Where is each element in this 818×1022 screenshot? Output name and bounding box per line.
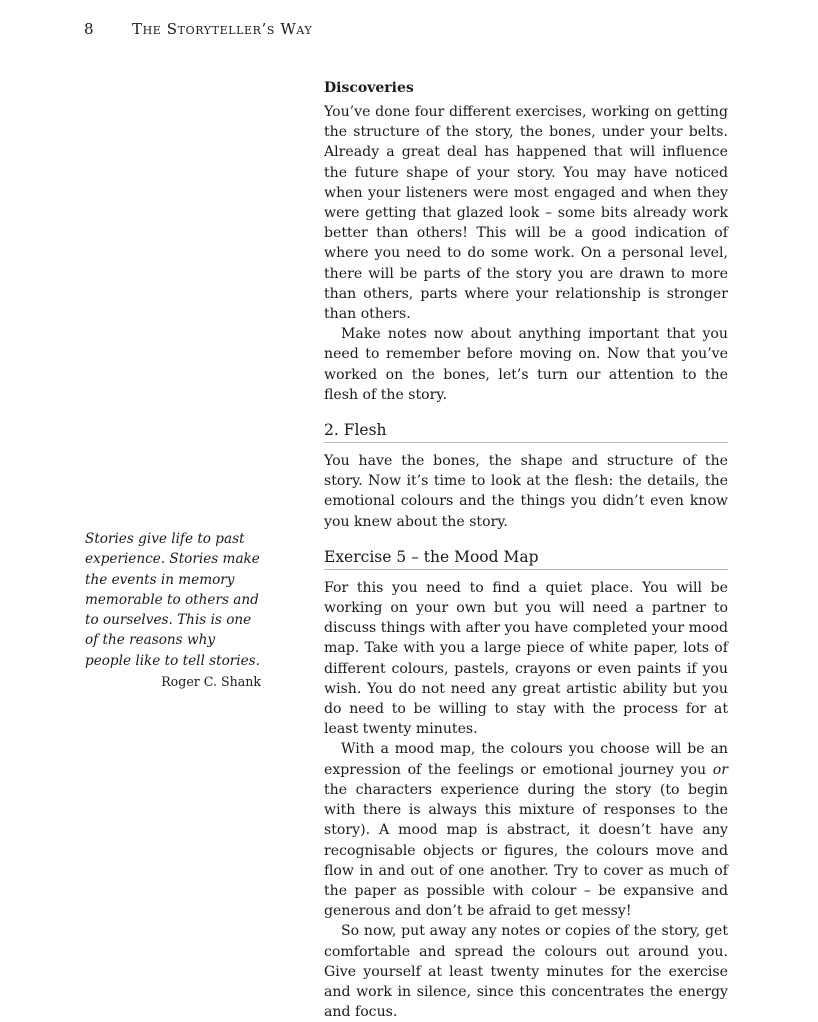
body-paragraph: You have the bones, the shape and structure of the story. Now it’s time to look at the flesh: the details, the emotional colours and the things you didn’t even know you knew about the story. (324, 453, 728, 530)
page-number: 8 (84, 20, 94, 38)
text-run: With a mood map, the colours you choose will be an expression of the feelings or emotional journey you (324, 741, 728, 778)
discoveries-heading: Discoveries (324, 80, 414, 96)
body-paragraph: So now, put away any notes or copies of the story, get comfortable and spread the colours out around you. Give yourself at least twenty minutes for the exercise and work in silence, since this concentrates the energy and focus. (324, 923, 728, 1021)
body-paragraph: Make notes now about anything important that you need to remember before moving on. Now that you’ve worked on the bones, let’s turn our attention to the flesh of the story. (324, 326, 728, 403)
body-paragraph: You’ve done four different exercises, working on getting the structure of the story, the bones, under your belts. Already a great deal has happened that will influence the future shape of your story. You may have noticed when your listeners were most engaged and when they were getting that glazed look – some bits already work better than others! This will be a good indication of where you need to do some work. On a personal level, there will be parts of the story you are drawn to more than others, parts where your relationship is stronger than others. (324, 104, 728, 323)
body-paragraph: For this you need to find a quiet place. You will be working on your own but you will need a partner to discuss things with after you have completed your mood map. Take with you a large piece of white paper, lots of different colours, pastels, crayons or even paints if you wish. You do not need any great artistic ability but you do need to be willing to stay with the process for at least twenty minutes. (324, 579, 728, 738)
text-run: the characters experience during the story (to begin with there is always this mixture of responses to the story). A mood map is abstract, it doesn’t have any recognisable objects or figures, the colours move and flow in and out of one another. Try to cover as much of the paper as possible with colour – be expansive and generous and don’t be afraid to get messy! (324, 781, 728, 920)
main-text-column (324, 78, 728, 1022)
sidebar-quote (85, 529, 263, 692)
emphasis-text: or (712, 761, 728, 778)
quote-text: Stories give life to past experience. Stories make the events in memory memorable to others and to ourselves. This is one of the reasons why people like to tell stories. (85, 531, 260, 669)
book-title: The Storyteller’s Way (132, 20, 313, 38)
quote-attribution: Roger C. Shank (161, 674, 261, 690)
flesh-section-heading: 2. Flesh (324, 419, 728, 443)
running-head (84, 20, 312, 38)
exercise-5-heading: Exercise 5 – the Mood Map (324, 546, 728, 570)
body-paragraph (324, 739, 728, 921)
